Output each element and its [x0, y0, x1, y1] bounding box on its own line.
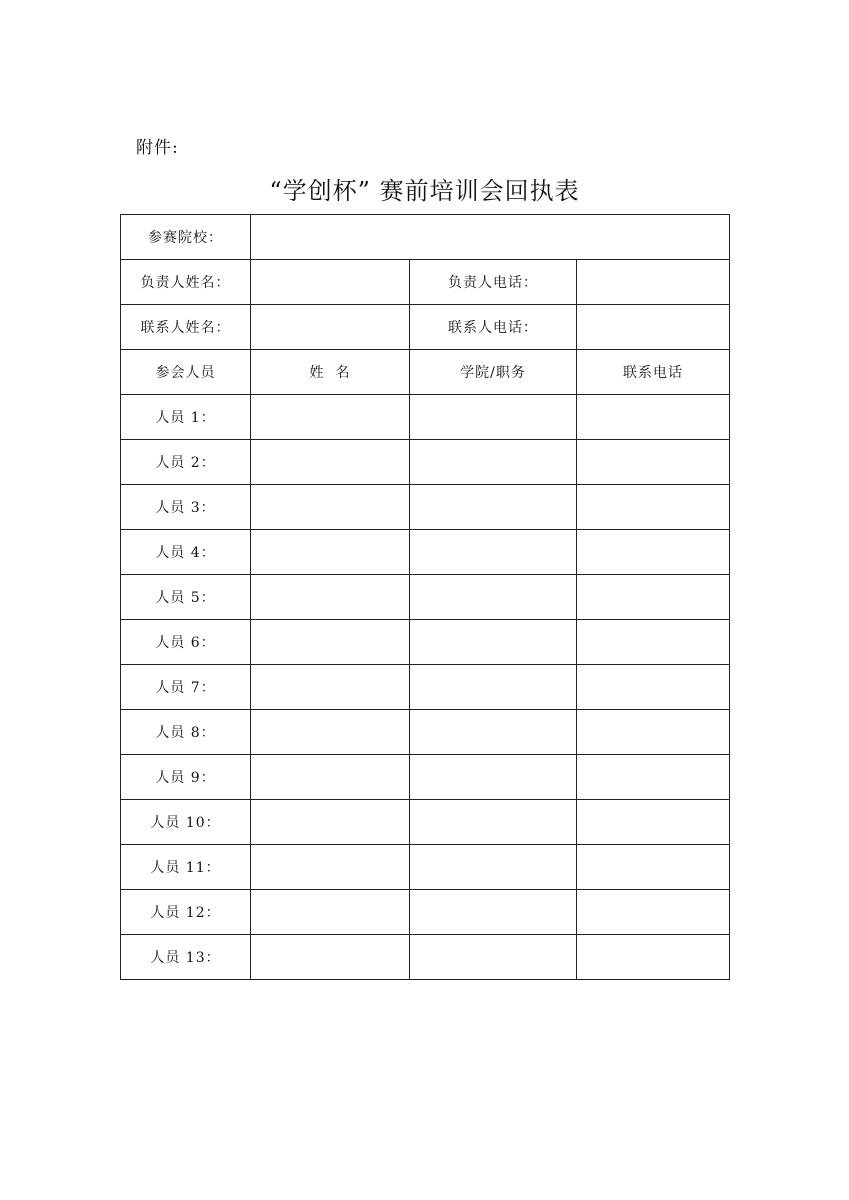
contact-name-label: 联系人姓名：: [121, 305, 251, 350]
contact-row: [121, 305, 730, 350]
column-header: 姓 名: [251, 350, 410, 395]
participants-header-row: [121, 350, 730, 395]
column-header: 学院/职务: [410, 350, 577, 395]
participant-title-field[interactable]: [410, 755, 577, 800]
participant-name-field[interactable]: [251, 530, 410, 575]
participant-row: [121, 485, 730, 530]
participant-label: 人员 6：: [121, 620, 251, 665]
participant-phone-field[interactable]: [577, 665, 730, 710]
participant-title-field[interactable]: [410, 530, 577, 575]
participant-row: [121, 800, 730, 845]
participant-row: [121, 890, 730, 935]
participant-title-field[interactable]: [410, 890, 577, 935]
participant-row: [121, 440, 730, 485]
participant-label: 人员 3：: [121, 485, 251, 530]
participant-label: 人员 2：: [121, 440, 251, 485]
leader-row: [121, 260, 730, 305]
column-header: 联系电话: [577, 350, 730, 395]
contact-name-field[interactable]: [251, 305, 410, 350]
participant-name-field[interactable]: [251, 620, 410, 665]
participant-row: [121, 845, 730, 890]
leader-name-label: 负责人姓名：: [121, 260, 251, 305]
school-label: 参赛院校：: [121, 215, 251, 260]
participant-label: 人员 8：: [121, 710, 251, 755]
participant-name-field[interactable]: [251, 395, 410, 440]
participant-row: [121, 755, 730, 800]
participant-name-field[interactable]: [251, 710, 410, 755]
participant-row: [121, 935, 730, 980]
participant-row: [121, 530, 730, 575]
contact-phone-field[interactable]: [577, 305, 730, 350]
participant-label: 人员 13：: [121, 935, 251, 980]
participant-title-field[interactable]: [410, 665, 577, 710]
school-field[interactable]: [251, 215, 730, 260]
participant-name-field[interactable]: [251, 935, 410, 980]
participant-label: 人员 5：: [121, 575, 251, 620]
participant-phone-field[interactable]: [577, 530, 730, 575]
participant-name-field[interactable]: [251, 575, 410, 620]
participant-phone-field[interactable]: [577, 485, 730, 530]
participant-row: [121, 620, 730, 665]
participant-title-field[interactable]: [410, 485, 577, 530]
school-row: [121, 215, 730, 260]
participant-phone-field[interactable]: [577, 845, 730, 890]
page-title: “学创杯” 赛前培训会回执表: [269, 177, 580, 205]
participant-title-field[interactable]: [410, 440, 577, 485]
participant-label: 人员 10：: [121, 800, 251, 845]
leader-name-field[interactable]: [251, 260, 410, 305]
participant-phone-field[interactable]: [577, 935, 730, 980]
participant-label: 人员 7：: [121, 665, 251, 710]
participant-phone-field[interactable]: [577, 620, 730, 665]
participant-title-field[interactable]: [410, 935, 577, 980]
participant-name-field[interactable]: [251, 665, 410, 710]
participant-name-field[interactable]: [251, 890, 410, 935]
participant-row: [121, 710, 730, 755]
participant-phone-field[interactable]: [577, 710, 730, 755]
participant-title-field[interactable]: [410, 575, 577, 620]
participant-row: [121, 575, 730, 620]
participant-row: [121, 665, 730, 710]
participant-row: [121, 395, 730, 440]
participant-title-field[interactable]: [410, 710, 577, 755]
participant-name-field[interactable]: [251, 800, 410, 845]
participant-phone-field[interactable]: [577, 800, 730, 845]
registration-form-table: [120, 214, 730, 980]
participant-title-field[interactable]: [410, 620, 577, 665]
column-header: 参会人员: [121, 350, 251, 395]
form-body: [121, 215, 730, 980]
participant-name-field[interactable]: [251, 755, 410, 800]
leader-phone-label: 负责人电话：: [410, 260, 577, 305]
participant-name-field[interactable]: [251, 440, 410, 485]
participant-name-field[interactable]: [251, 485, 410, 530]
participant-label: 人员 11：: [121, 845, 251, 890]
participant-label: 人员 12：: [121, 890, 251, 935]
participant-phone-field[interactable]: [577, 395, 730, 440]
participant-title-field[interactable]: [410, 845, 577, 890]
attachment-label: 附件:: [136, 138, 179, 158]
participant-label: 人员 4：: [121, 530, 251, 575]
participant-label: 人员 1：: [121, 395, 251, 440]
contact-phone-label: 联系人电话：: [410, 305, 577, 350]
participant-name-field[interactable]: [251, 845, 410, 890]
participant-phone-field[interactable]: [577, 440, 730, 485]
participant-title-field[interactable]: [410, 800, 577, 845]
participant-title-field[interactable]: [410, 395, 577, 440]
participant-phone-field[interactable]: [577, 575, 730, 620]
participant-phone-field[interactable]: [577, 890, 730, 935]
participant-label: 人员 9：: [121, 755, 251, 800]
participant-phone-field[interactable]: [577, 755, 730, 800]
leader-phone-field[interactable]: [577, 260, 730, 305]
